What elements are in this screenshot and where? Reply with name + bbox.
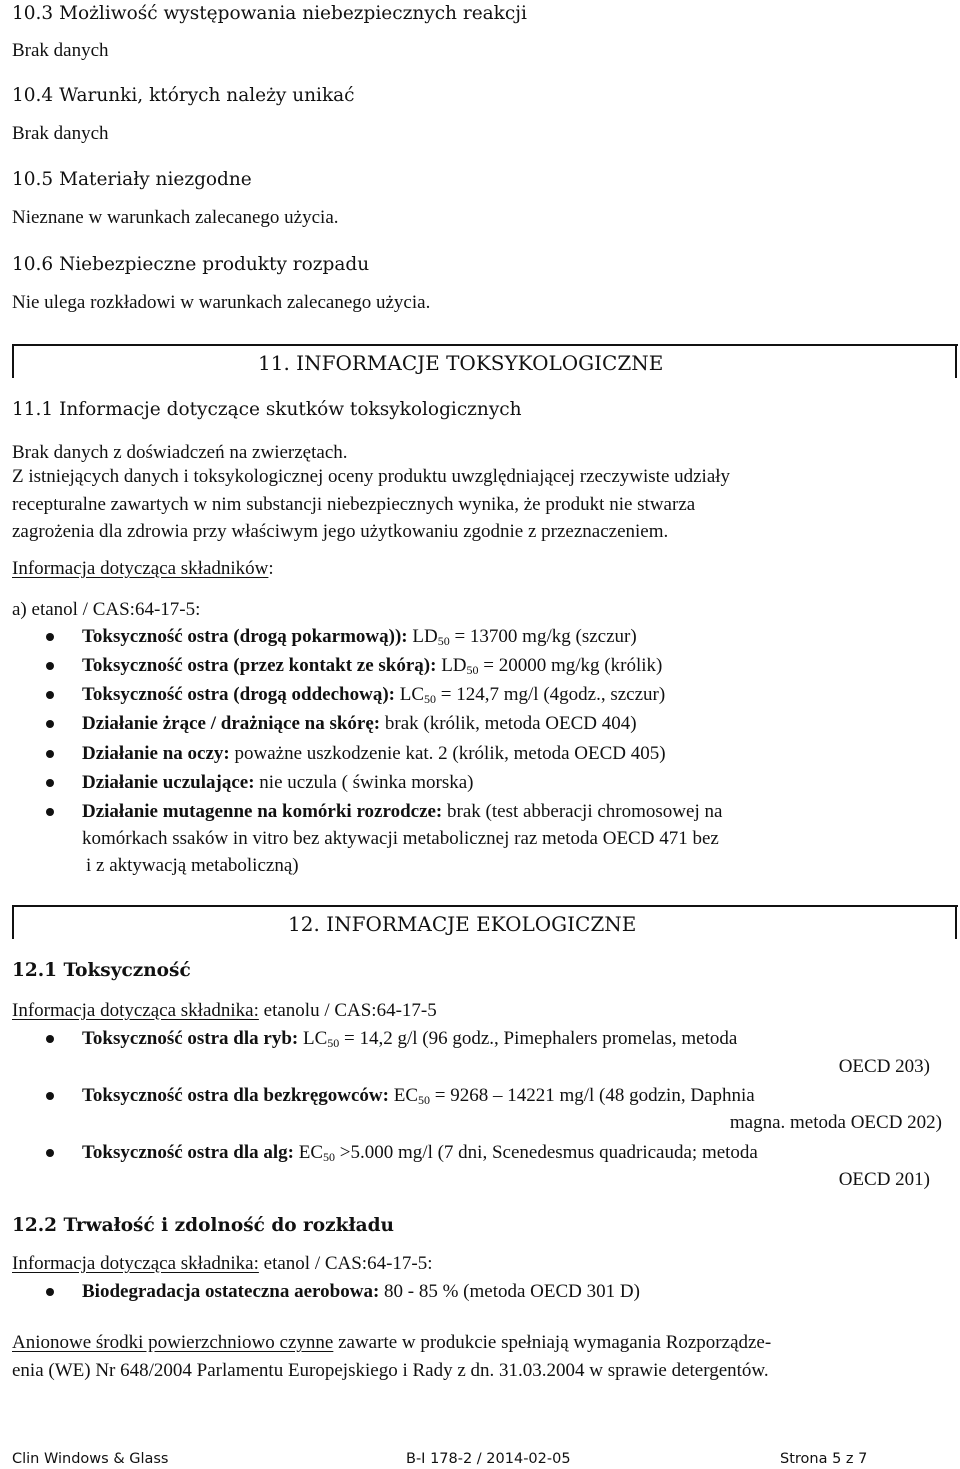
text-10-3: Brak danych <box>12 40 109 61</box>
tox-item-continuation: i z aktywacją metaboliczną) <box>86 855 299 876</box>
text-11-1-p2-line1: Z istniejących danych i toksykologicznej oceny produktu uwzględniającej rzeczywiste udziały <box>12 466 731 487</box>
eco-item: Toksyczność ostra dla bezkręgowców: $EC_{50} = 9268 - 14221$ mg/l (48 godzin, Daphnia <box>82 1085 755 1107</box>
tox-item-continuation: komórkach ssaków in vitro bez aktywacji metabolicznej raz metoda OECD 471 bez <box>82 828 719 849</box>
heading-12-2: 12.2 Trwałość i zdolność do rozkładu <box>12 1215 394 1236</box>
bullet-icon <box>46 720 54 728</box>
anionic-note-line2: enia (WE) Nr 648/2004 Parlamentu Europejskiego i Rady z dn. 31.03.2004 w sprawie detergentów. <box>12 1360 769 1381</box>
text-11-1-p1: Brak danych z doświadczeń na zwierzętach. <box>12 442 348 463</box>
eco-item-continuation: OECD 203) <box>838 1056 930 1077</box>
bullet-icon <box>46 750 54 758</box>
section-12-title: 12. INFORMACJE EKOLOGICZNE <box>288 912 637 936</box>
heading-10-5: 10.5 Materiały niezgodne <box>12 169 252 190</box>
biodegradation-item: Biodegradacja ostateczna aerobowa: 80 - 85 % (metoda OECD 301 D) <box>82 1281 640 1302</box>
heading-12-1: 12.1 Toksyczność <box>12 960 191 981</box>
eco-item: Toksyczność ostra dla ryb: $LC_{50} = 14,2$ g/l (96 godz., Pimephalers promelas, metoda <box>82 1028 738 1050</box>
tox-item: Działanie na oczy: poważne uszkodzenie kat. 2 (królik, metoda OECD 405) <box>82 743 666 764</box>
footer-doc-code: B-I 178-2 / 2014-02-05 <box>406 1451 571 1467</box>
bullet-icon <box>46 779 54 787</box>
section-11-left-rule <box>12 344 14 378</box>
tox-item: Działanie żrące / drażniące na skórę: brak (królik, metoda OECD 404) <box>82 713 637 734</box>
eco-item-continuation: OECD 201) <box>838 1169 930 1190</box>
bullet-icon <box>46 1149 54 1157</box>
section-11-right-rule <box>955 344 957 378</box>
tox-item: Działanie mutagenne na komórki rozrodcze: brak (test abberacji chromosowej na <box>82 801 723 822</box>
section-12-top-rule <box>12 905 958 907</box>
tox-item: Działanie uczulające: nie uczula ( świnka morska) <box>82 772 474 793</box>
info-component-12-2: Informacja dotycząca składnika: etanol / CAS:64-17-5: <box>12 1253 433 1274</box>
section-11-title: 11. INFORMACJE TOKSYKOLOGICZNE <box>258 351 664 375</box>
text-11-1-p2-line2: recepturalne zawartych w nim substancji niebezpiecznych wynika, że produkt nie stwarza <box>12 494 696 515</box>
text-10-4: Brak danych <box>12 123 109 144</box>
bullet-icon <box>46 1035 54 1043</box>
heading-10-6: 10.6 Niebezpieczne produkty rozpadu <box>12 254 370 275</box>
bullet-icon <box>46 1288 54 1296</box>
tox-item: Toksyczność ostra (drogą pokarmową)): $LD_{50} = 13700$ mg/kg (szczur) <box>82 626 637 648</box>
bullet-icon <box>46 691 54 699</box>
heading-10-3: 10.3 Możliwość występowania niebezpiecznych reakcji <box>12 3 527 24</box>
anionic-note-line1: Anionowe środki powierzchniowo czynne zawarte w produkcie spełniają wymagania Rozporządze- <box>12 1332 772 1353</box>
bullet-icon <box>46 1092 54 1100</box>
bullet-icon <box>46 808 54 816</box>
text-10-6: Nie ulega rozkładowi w warunkach zalecanego użycia. <box>12 292 431 313</box>
bullet-icon <box>46 662 54 670</box>
substance-ethanol: a) etanol / CAS:64-17-5: <box>12 599 201 620</box>
eco-item: Toksyczność ostra dla alg: $EC_{50} >5.000$ mg/l (7 dni, Scenedesmus quadricauda; metoda <box>82 1142 758 1164</box>
info-components: Informacja dotycząca składników: <box>12 558 274 579</box>
info-component-12-1: Informacja dotycząca składnika: etanolu / CAS:64-17-5 <box>12 1000 437 1021</box>
section-11-top-rule <box>12 344 958 346</box>
heading-10-4: 10.4 Warunki, których należy unikać <box>12 85 355 106</box>
text-11-1-p2-line3: zagrożenia dla zdrowia przy właściwym jego użytkowaniu zgodnie z przeznaczeniem. <box>12 521 669 542</box>
tox-item: Toksyczność ostra (przez kontakt ze skórą): $LD_{50} = 20000$ mg/kg (królik) <box>82 655 663 677</box>
footer-page-number: Strona 5 z 7 <box>780 1451 868 1467</box>
info-components-label: Informacja dotycząca składników <box>12 558 269 579</box>
heading-11-1: 11.1 Informacje dotyczące skutków toksykologicznych <box>12 399 522 420</box>
eco-item-continuation: magna. metoda OECD 202) <box>729 1112 942 1133</box>
section-12-left-rule <box>12 905 14 939</box>
section-12-right-rule <box>955 905 957 939</box>
text-10-5: Nieznane w warunkach zalecanego użycia. <box>12 207 339 228</box>
tox-item: Toksyczność ostra (drogą oddechową): $LC_{50} = 124,7$ mg/l (4godz., szczur) <box>82 684 666 706</box>
footer-product: Clin Windows & Glass <box>12 1451 169 1467</box>
bullet-icon <box>46 633 54 641</box>
